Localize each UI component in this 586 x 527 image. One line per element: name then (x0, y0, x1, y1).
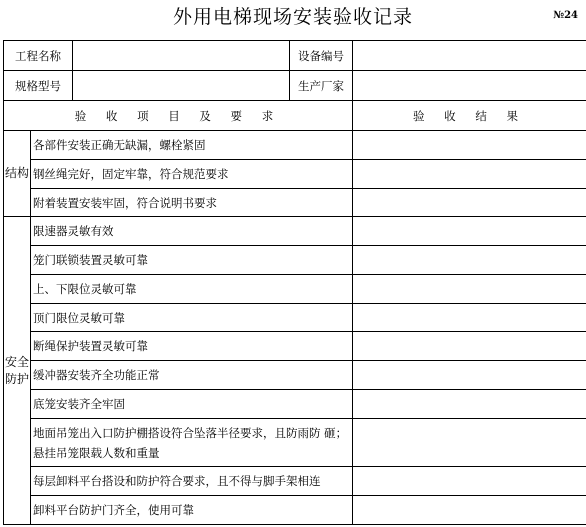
check-item: 附着装置安装牢固，符合说明书要求 (31, 189, 353, 217)
manufacturer-value[interactable] (353, 71, 586, 101)
table-row (4, 361, 586, 390)
result-cell[interactable] (353, 496, 586, 525)
category-safety-protection: 安全防护 (4, 217, 31, 525)
table-row (4, 496, 586, 525)
table-row (4, 467, 586, 496)
check-item: 上、下限位灵敏可靠 (31, 275, 353, 304)
table-row (4, 390, 586, 419)
result-header: 验 收 结 果 (353, 101, 586, 131)
result-cell[interactable] (353, 361, 586, 390)
result-cell[interactable] (353, 467, 586, 496)
result-cell[interactable] (353, 390, 586, 419)
table-row (4, 217, 586, 246)
document-title: 外用电梯现场安装验收记录 (172, 6, 413, 28)
manufacturer-label: 生产厂家 (290, 71, 353, 101)
category-structure: 结构 (4, 131, 31, 217)
result-cell[interactable] (353, 217, 586, 246)
result-cell[interactable] (353, 304, 586, 332)
check-item: 各部件安装正确无缺漏，螺栓紧固 (31, 131, 353, 160)
check-item: 断绳保护装置灵敏可靠 (31, 332, 353, 361)
check-item: 底笼安装齐全牢固 (31, 390, 353, 419)
result-cell[interactable] (353, 160, 586, 189)
result-cell[interactable] (353, 419, 586, 467)
check-item: 缓冲器安装齐全功能正常 (31, 361, 353, 390)
table-row (4, 419, 586, 467)
table-row (4, 246, 586, 275)
equipment-no-label: 设备编号 (290, 41, 353, 71)
table-row (4, 275, 586, 304)
result-cell[interactable] (353, 246, 586, 275)
info-row-1 (4, 41, 586, 71)
table-row (4, 160, 586, 189)
table-row (4, 332, 586, 361)
info-row-2 (4, 71, 586, 101)
result-cell[interactable] (353, 332, 586, 361)
project-name-label: 工程名称 (4, 41, 73, 71)
check-item: 地面吊笼出入口防护棚搭设符合坠落半径要求，且防雨防 砸；悬挂吊笼限载人数和重量 (31, 419, 353, 467)
model-label: 规格型号 (4, 71, 73, 101)
check-item: 顶门限位灵敏可靠 (31, 304, 353, 332)
table-row (4, 131, 586, 160)
acceptance-table (3, 40, 586, 525)
table-row (4, 189, 586, 217)
document-number: №24 (553, 10, 578, 21)
check-item: 笼门联锁装置灵敏可靠 (31, 246, 353, 275)
check-item: 每层卸料平台搭设和防护符合要求，且不得与脚手架相连 (31, 467, 353, 496)
items-header: 验 收 项 目 及 要 求 (4, 101, 353, 131)
result-cell[interactable] (353, 189, 586, 217)
column-header-row (4, 101, 586, 131)
result-cell[interactable] (353, 131, 586, 160)
table-row (4, 304, 586, 332)
result-cell[interactable] (353, 275, 586, 304)
equipment-no-value[interactable] (353, 41, 586, 71)
project-name-value[interactable] (73, 41, 290, 71)
check-item: 钢丝绳完好，固定牢靠，符合规范要求 (31, 160, 353, 189)
check-item: 限速器灵敏有效 (31, 217, 353, 246)
check-item: 卸料平台防护门齐全，使用可靠 (31, 496, 353, 525)
model-value[interactable] (73, 71, 290, 101)
